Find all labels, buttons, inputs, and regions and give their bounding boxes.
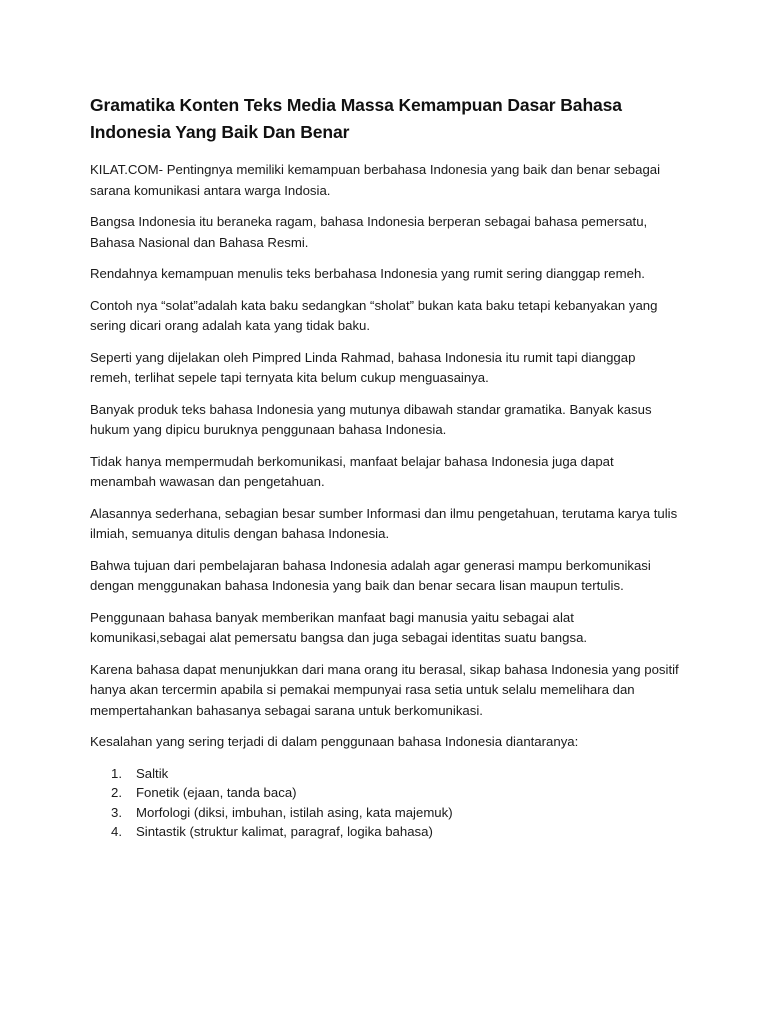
paragraph: Seperti yang dijelakan oleh Pimpred Linda Rahmad, bahasa Indonesia itu rumit tapi dianggap remeh, terlihat sepele tapi ternyata kita belum cukup menguasainya.	[90, 349, 636, 385]
paragraph: Penggunaan bahasa banyak memberikan manfaat bagi manusia yaitu sebagai alat komunikasi,sebagai alat pemersatu bangsa dan juga sebagai identitas suatu bangsa.	[90, 609, 588, 645]
paragraph: Bangsa Indonesia itu beraneka ragam, bahasa Indonesia berperan sebagai bahasa pemersatu, Bahasa Nasional dan Bahasa Resmi.	[90, 214, 648, 250]
list-item	[90, 822, 680, 842]
paragraph: Banyak produk teks bahasa Indonesia yang mutunya dibawah standar gramatika. Banyak kasus hukum yang dipicu buruknya penggunaan bahasa Indonesia.	[90, 401, 652, 437]
paragraph: KILAT.COM- Pentingnya memiliki kemampuan berbahasa Indonesia yang baik dan benar sebagai sarana komunikasi antara warga Indosia.	[90, 162, 661, 198]
error-list	[90, 764, 680, 842]
paragraph: Rendahnya kemampuan menulis teks berbahasa Indonesia yang rumit sering dianggap remeh.	[90, 266, 645, 281]
list-item-number: 2.	[111, 785, 122, 801]
list-intro-paragraph: Kesalahan yang sering terjadi di dalam penggunaan bahasa Indonesia diantaranya:	[90, 734, 579, 749]
list-item-number: 1.	[111, 765, 122, 781]
paragraph: Contoh nya “solat”adalah kata baku sedangkan “sholat” bukan kata baku tetapi kebanyakan yang sering dicari orang adalah kata yang tidak baku.	[90, 297, 658, 333]
list-item-text: Morfologi (diksi, imbuhan, istilah asing, kata majemuk)	[136, 804, 453, 820]
paragraph: Bahwa tujuan dari pembelajaran bahasa Indonesia adalah agar generasi mampu berkomunikasi dengan menggunakan bahasa Indonesia yang baik dan benar secara lisan maupun tertulis.	[90, 557, 651, 593]
list-item	[90, 803, 680, 823]
list-item-text: Fonetik (ejaan, tanda baca)	[136, 785, 297, 801]
list-item-number: 4.	[111, 824, 122, 840]
document-body	[90, 92, 680, 842]
list-item-number: 3.	[111, 804, 122, 820]
document-title: Gramatika Konten Teks Media Massa Kemampuan Dasar Bahasa Indonesia Yang Baik Dan Benar	[90, 95, 622, 142]
paragraph: Tidak hanya mempermudah berkomunikasi, manfaat belajar bahasa Indonesia juga dapat menambah wawasan dan pengetahuan.	[90, 453, 614, 489]
list-item	[90, 783, 680, 803]
paragraph: Alasannya sederhana, sebagian besar sumber Informasi dan ilmu pengetahuan, terutama karya tulis ilmiah, semuanya ditulis dengan bahasa Indonesia.	[90, 505, 678, 541]
paragraph: Karena bahasa dapat menunjukkan dari mana orang itu berasal, sikap bahasa Indonesia yang positif hanya akan tercermin apabila si pemakai mempunyai rasa setia untuk selalu memelihara dan mempertahankan bahasanya sebagai sarana untuk berkomunikasi.	[90, 661, 679, 718]
list-item	[90, 764, 680, 784]
list-item-text: Sintastik (struktur kalimat, paragraf, logika bahasa)	[136, 824, 433, 840]
list-item-text: Saltik	[136, 765, 169, 781]
